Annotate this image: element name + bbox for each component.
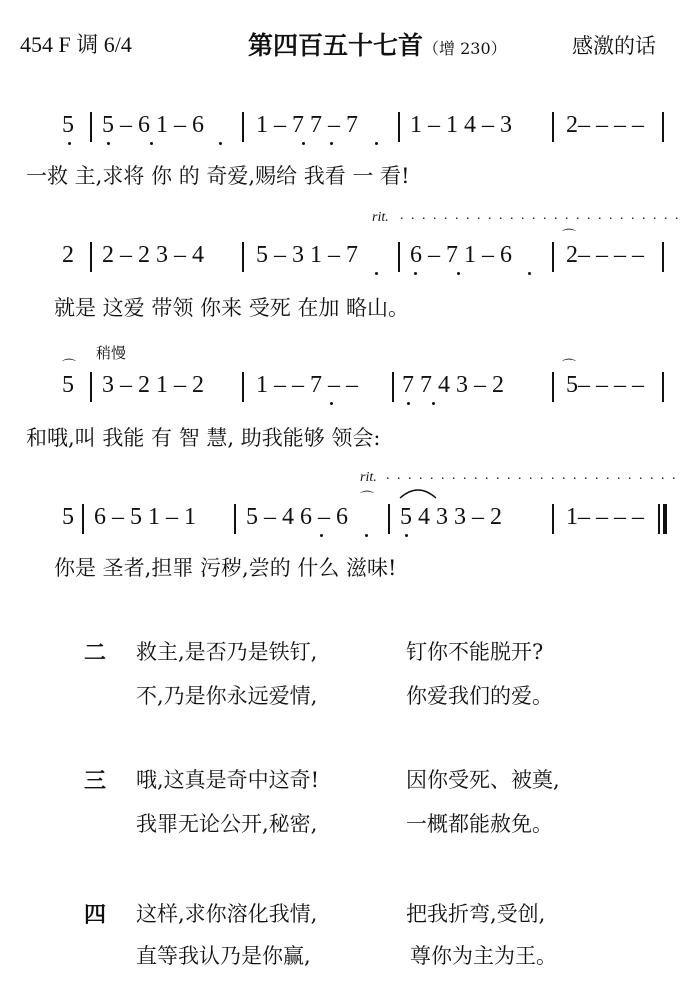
ritardando-mark: rit. xyxy=(360,470,377,485)
barline xyxy=(234,504,236,534)
barline xyxy=(242,112,244,142)
measure: 2 – 2 3 – 4 xyxy=(102,242,204,268)
verse-number: 三 xyxy=(84,768,107,794)
barline xyxy=(552,242,554,272)
hymn-title xyxy=(248,26,507,62)
lyric-line: 和哦,叫 我能 有 智 慧, 助我能够 领会: xyxy=(26,426,381,450)
measure: 5 – 4 6 – 6 xyxy=(246,504,348,530)
measure: 5 – 6 1 – 6 xyxy=(102,112,204,138)
measure: 1 – 1 4 – 3 xyxy=(410,112,512,138)
measure: 5 – 3 1 – 7 xyxy=(256,242,358,268)
ritardando-mark: rit. xyxy=(372,210,389,225)
octave-dot xyxy=(528,272,531,275)
octave-dot xyxy=(330,402,333,405)
barline xyxy=(82,504,84,534)
barline xyxy=(392,372,394,402)
fermata-icon: ⌒ xyxy=(562,360,576,375)
hymn-title-sub: （增 230） xyxy=(423,39,507,58)
barline xyxy=(242,242,244,272)
barline xyxy=(388,504,390,534)
octave-dot xyxy=(68,142,71,145)
pickup-note: 2 xyxy=(62,242,74,268)
barline xyxy=(662,372,664,402)
measure: 1– – – – xyxy=(566,504,644,530)
pickup-note: 5 xyxy=(62,372,74,398)
octave-dot xyxy=(457,272,460,275)
octave-dot xyxy=(302,142,305,145)
lyric-line: 就是 这爱 带领 你来 受死 在加 略山。 xyxy=(54,296,410,320)
pickup-note: 5 xyxy=(62,112,74,138)
octave-dot xyxy=(150,142,153,145)
barline xyxy=(90,372,92,402)
fermata-icon: ⌒ xyxy=(562,230,576,245)
lyric-line: 一救 主,求将 你 的 奇爱,赐给 我看 一 看! xyxy=(26,164,410,188)
barline xyxy=(552,504,554,534)
barline xyxy=(662,112,664,142)
barline xyxy=(242,372,244,402)
hymn-category: 感激的话 xyxy=(572,34,656,58)
fermata-icon: ⌒ xyxy=(62,360,76,375)
verse-line: 直等我认乃是你赢, xyxy=(136,944,311,968)
pickup-note: 5 xyxy=(62,504,74,530)
verse-line: 因你受死、被奠, xyxy=(406,768,560,792)
measure: 2– – – – xyxy=(566,242,644,268)
octave-dot xyxy=(407,402,410,405)
verse-line: 你爱我们的爱。 xyxy=(406,684,553,708)
barline xyxy=(90,242,92,272)
hymn-number-key-time: 454 F 调 6/4 xyxy=(20,32,132,57)
fermata-icon: ⌒ xyxy=(360,492,374,507)
verse-line: 救主,是否乃是铁钉, xyxy=(136,640,318,664)
octave-dot xyxy=(107,142,110,145)
verse-line: 尊你为主为王。 xyxy=(410,944,557,968)
barline xyxy=(398,112,400,142)
hymn-title-main: 第四百五十七首 xyxy=(248,31,424,60)
ritardando-dotted-line: . . . . . . . . . . . . . . . . . . . . . . . . . . xyxy=(400,208,681,223)
measure: 5 4 3 3 – 2 xyxy=(400,504,502,530)
lyric-line: 你是 圣者,担罪 污秽,尝的 什么 滋味! xyxy=(54,556,397,580)
octave-dot xyxy=(375,142,378,145)
tempo-mark: 稍慢 xyxy=(96,344,127,362)
verse-line: 我罪无论公开,秘密, xyxy=(136,812,318,836)
verse-number: 四 xyxy=(84,902,107,928)
ritardando-dotted-line: . . . . . . . . . . . . . . . . . . . . . . . . . . . xyxy=(386,468,678,483)
barline xyxy=(552,372,554,402)
verse-number: 二 xyxy=(84,640,107,666)
octave-dot xyxy=(320,534,323,537)
measure: 6 – 7 1 – 6 xyxy=(410,242,512,268)
octave-dot xyxy=(330,142,333,145)
final-barline-thin xyxy=(658,504,660,534)
measure: 6 – 5 1 – 1 xyxy=(94,504,196,530)
verse-line: 一概都能赦免。 xyxy=(406,812,553,836)
verse-line: 不,乃是你永远爱情, xyxy=(136,684,318,708)
octave-dot xyxy=(432,402,435,405)
verse-line: 把我折弯,受创, xyxy=(406,902,546,926)
verse-line: 这样,求你溶化我情, xyxy=(136,902,318,926)
barline xyxy=(90,112,92,142)
barline xyxy=(552,112,554,142)
measure: 2– – – – xyxy=(566,112,644,138)
octave-dot xyxy=(365,534,368,537)
final-barline-thick xyxy=(663,504,667,534)
octave-dot xyxy=(219,142,222,145)
barline xyxy=(398,242,400,272)
measure: 3 – 2 1 – 2 xyxy=(102,372,204,398)
measure: 1 – 7 7 – 7 xyxy=(256,112,358,138)
measure: 1 – – 7 – – xyxy=(256,372,358,398)
slur-icon xyxy=(398,484,438,500)
octave-dot xyxy=(414,272,417,275)
measure: 7 7 4 3 – 2 xyxy=(402,372,504,398)
verse-line: 哦,这真是奇中这奇! xyxy=(136,768,320,792)
octave-dot xyxy=(405,534,408,537)
barline xyxy=(662,242,664,272)
octave-dot xyxy=(375,272,378,275)
verse-line: 钉你不能脱开? xyxy=(406,640,544,664)
measure: 5– – – – xyxy=(566,372,644,398)
